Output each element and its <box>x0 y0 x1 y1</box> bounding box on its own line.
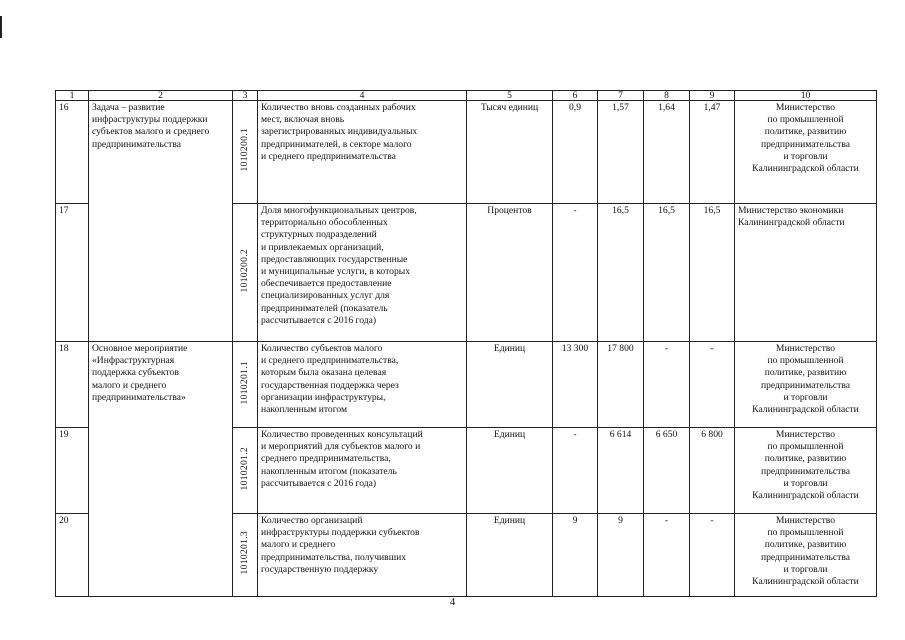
indicator-code: 1010201.3 <box>238 531 250 575</box>
row-number: 16 <box>56 101 89 204</box>
responsible-cell: Министерство по промышленной политике, развитию предпринимательства и торговли Калининградской области <box>735 101 877 204</box>
unit-cell: Единиц <box>467 342 553 428</box>
value-cell: 16,5 <box>690 204 735 342</box>
header-cell: 2 <box>89 91 233 101</box>
indicator-code: 1010200.1 <box>238 128 250 172</box>
header-cell: 4 <box>258 91 467 101</box>
code-cell <box>233 428 258 514</box>
header-cell: 1 <box>56 91 89 101</box>
value-cell: 0,9 <box>553 101 598 204</box>
value-cell: - <box>553 204 598 342</box>
value-cell: 1,64 <box>644 101 690 204</box>
value-cell: 1,57 <box>598 101 644 204</box>
row-number: 18 <box>56 342 89 428</box>
value-cell: 6 650 <box>644 428 690 514</box>
indicator-code: 1010201.2 <box>238 446 250 491</box>
header-cell: 8 <box>644 91 690 101</box>
value-cell: 16,5 <box>598 204 644 342</box>
table-row <box>56 101 877 204</box>
header-cell: 10 <box>735 91 877 101</box>
responsible-cell: Министерство по промышленной политике, развитию предпринимательства и торговли Калининградской области <box>735 428 877 514</box>
task-cell: Задача – развитие инфраструктуры поддержки субъектов малого и среднего предпринимательства <box>89 101 233 342</box>
header-cell: 9 <box>690 91 735 101</box>
table-header-row <box>56 91 877 101</box>
row-number: 19 <box>56 428 89 514</box>
responsible-cell: Министерство по промышленной политике, развитию предпринимательства и торговли Калининградской области <box>735 342 877 428</box>
value-cell: 16,5 <box>644 204 690 342</box>
value-cell: 1,47 <box>690 101 735 204</box>
value-cell: 13 300 <box>553 342 598 428</box>
task-cell: Основное мероприятие «Инфраструктурная поддержка субъектов малого и среднего предпринимательства» <box>89 342 233 597</box>
value-cell: - <box>644 514 690 597</box>
page-number: 4 <box>449 596 456 608</box>
unit-cell: Единиц <box>467 514 553 597</box>
value-cell: 6 614 <box>598 428 644 514</box>
header-cell: 7 <box>598 91 644 101</box>
scan-edge-mark <box>0 16 2 38</box>
responsible-cell: Министерство экономики Калининградской области <box>735 204 877 342</box>
row-number: 20 <box>56 514 89 597</box>
header-cell: 6 <box>553 91 598 101</box>
code-cell <box>233 514 258 597</box>
value-cell: 9 <box>553 514 598 597</box>
header-cell: 3 <box>233 91 258 101</box>
indicator-cell: Количество организаций инфраструктуры поддержки субъектов малого и среднего предпринимательства, получивших государственную поддержку <box>258 514 467 597</box>
indicator-cell: Количество проведенных консультаций и мероприятий для субъектов малого и среднего предпринимательства, накопленным итогом (показатель рассчитывается с 2016 года) <box>258 428 467 514</box>
value-cell: 17 800 <box>598 342 644 428</box>
value-cell: - <box>644 342 690 428</box>
value-cell: - <box>553 428 598 514</box>
unit-cell: Единиц <box>467 428 553 514</box>
code-cell <box>233 342 258 428</box>
indicator-code: 1010200.2 <box>238 248 250 293</box>
value-cell: - <box>690 514 735 597</box>
table-row <box>56 342 877 428</box>
indicator-code: 1010201.1 <box>238 360 250 405</box>
value-cell: 6 800 <box>690 428 735 514</box>
indicator-cell: Доля многофункциональных центров, территориально обособленных структурных подразделений и привлекаемых организаций, предоставляющих государственные и муниципальные услуги, в которых обеспечивается предоставление специализированных услуг для предпринимателей (показатель рассчитывается с 2016 года) <box>258 204 467 342</box>
indicators-table <box>55 90 877 597</box>
responsible-cell: Министерство по промышленной политике, развитию предпринимательства и торговли Калининградской области <box>735 514 877 597</box>
indicator-cell: Количество вновь созданных рабочих мест, включая вновь зарегистрированных индивидуальных предпринимателей, в секторе малого и среднего предпринимательства <box>258 101 467 204</box>
code-cell <box>233 101 258 204</box>
code-cell <box>233 204 258 342</box>
row-number: 17 <box>56 204 89 342</box>
value-cell: - <box>690 342 735 428</box>
indicator-cell: Количество субъектов малого и среднего предпринимательства, которым была оказана целевая государственная поддержка через организации инфраструктуры, накопленным итогом <box>258 342 467 428</box>
unit-cell: Тысяч единиц <box>467 101 553 204</box>
value-cell: 9 <box>598 514 644 597</box>
unit-cell: Процентов <box>467 204 553 342</box>
header-cell: 5 <box>467 91 553 101</box>
